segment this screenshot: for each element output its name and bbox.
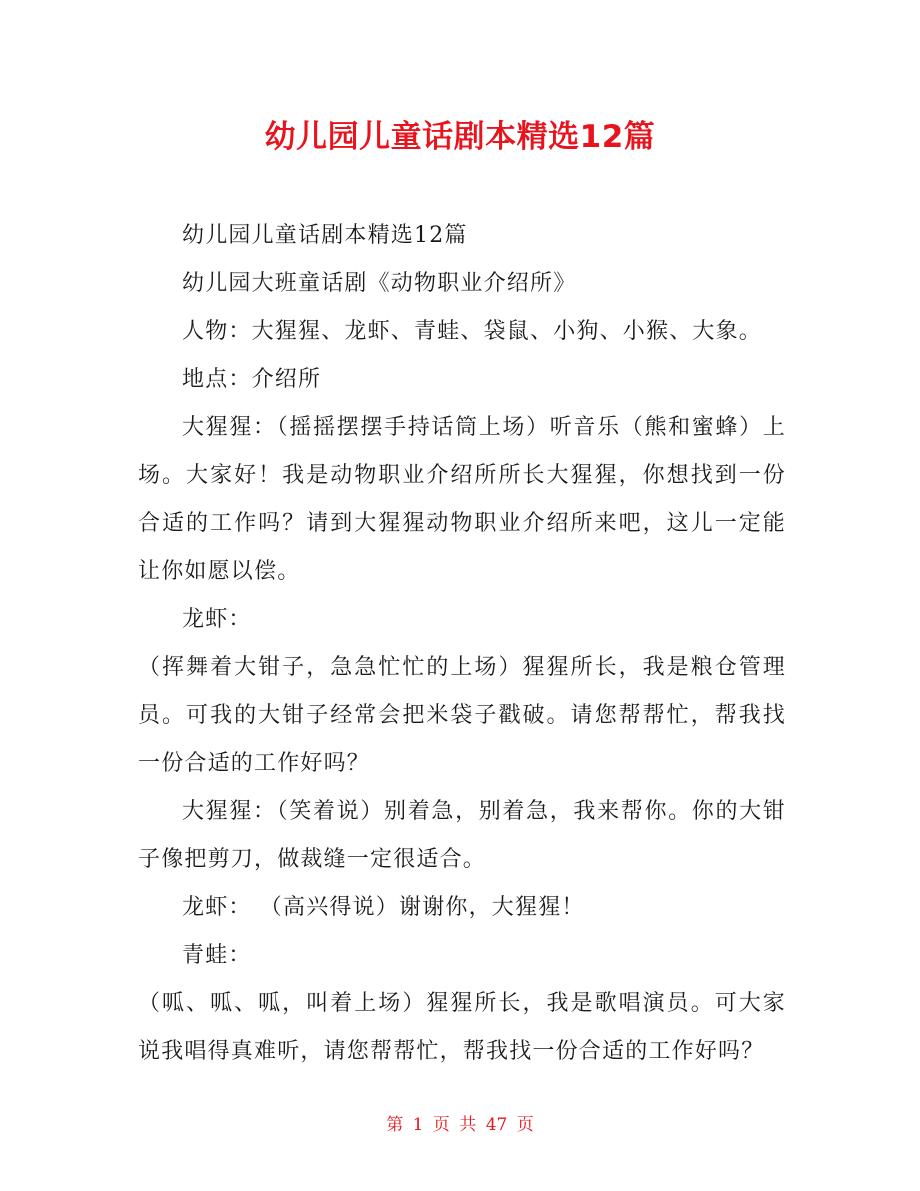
paragraph-gorilla-intro: 大猩猩：（摇摇摆摆手持话筒上场）听音乐（熊和蜜蜂）上场。大家好！我是动物职业介绍所所长大猩猩，你想找到一份合适的工作吗？请到大猩猩动物职业介绍所来吧，这儿一定能让你如愿以偿。: [138, 415, 786, 584]
document-body: [138, 212, 786, 1076]
paragraph-frog-line: （呱、呱、呱，叫着上场）猩猩所长，我是歌唱演员。可大家说我唱得真难听，请您帮帮忙，帮我找一份合适的工作好吗？: [138, 991, 786, 1064]
paragraph-characters: 人物：大猩猩、龙虾、青蛙、袋鼠、小狗、小猴、大象。: [182, 319, 763, 344]
paragraph-lobster-thanks: 龙虾： （高兴得说）谢谢你，大猩猩！: [182, 895, 585, 920]
paragraph-location: 地点：介绍所: [182, 367, 322, 392]
paragraph-frog-label: 青蛙：: [182, 943, 252, 968]
paragraph-lobster-line: （挥舞着大钳子，急急忙忙的上场）猩猩所长，我是粮仓管理员。可我的大钳子经常会把米袋子戳破。请您帮帮忙，帮我找一份合适的工作好吗？: [138, 655, 786, 776]
paragraph-gorilla-reply: 大猩猩：（笑着说）别着急，别着急，我来帮你。你的大钳子像把剪刀，做裁缝一定很适合。: [138, 799, 786, 872]
paragraph-play-title: 幼儿园大班童话剧《动物职业介绍所》: [182, 271, 577, 296]
document-title: 幼儿园儿童话剧本精选12篇: [264, 119, 656, 155]
page-number-footer: 第 1 页 共 47 页: [386, 1115, 534, 1135]
paragraph-lobster-label: 龙虾：: [182, 607, 252, 632]
paragraph-subtitle: 幼儿园儿童话剧本精选12篇: [182, 223, 468, 248]
